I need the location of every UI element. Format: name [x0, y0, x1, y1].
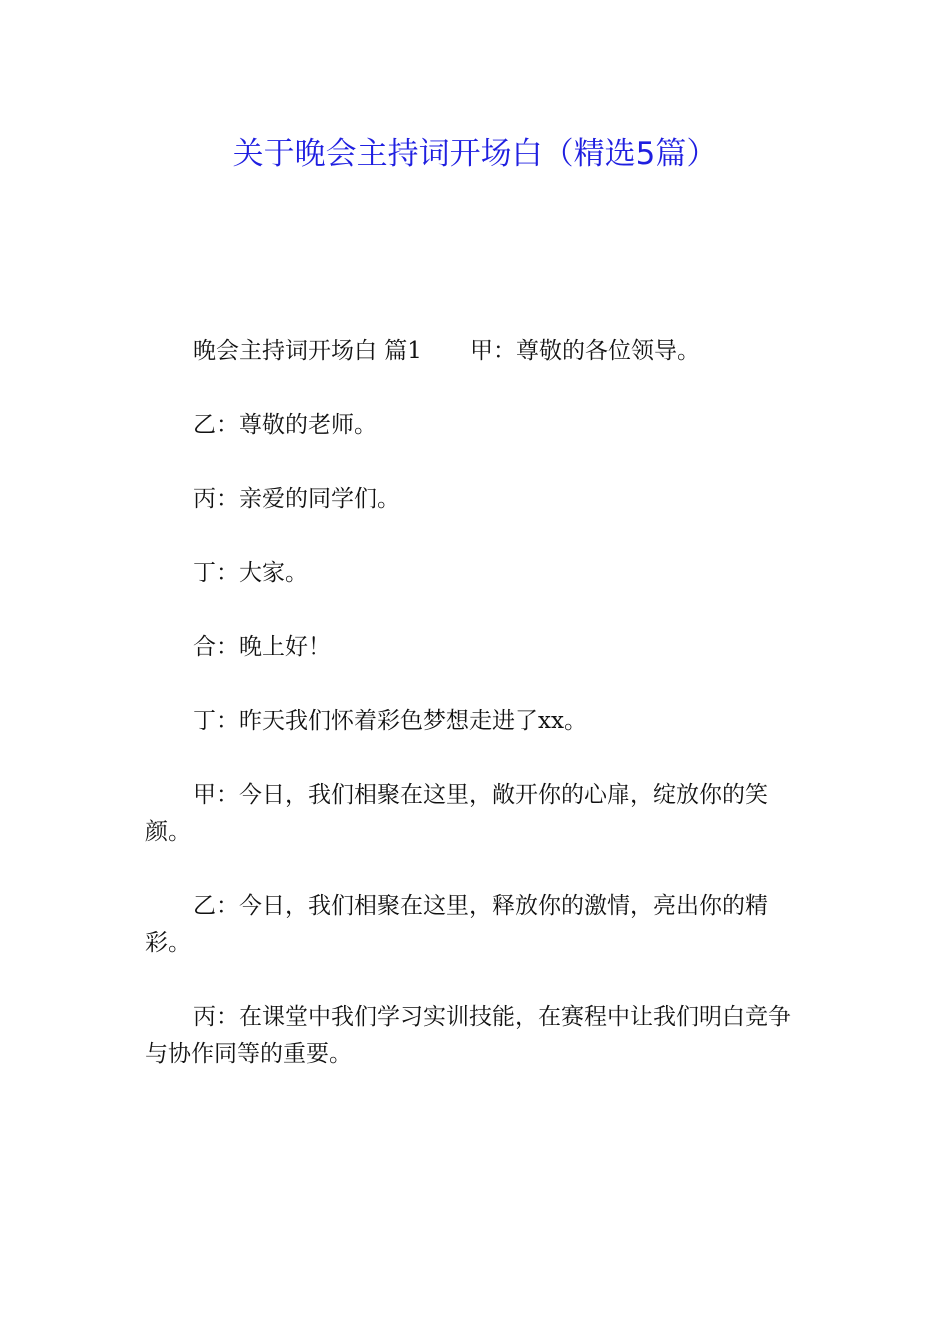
paragraph-first — [145, 333, 805, 370]
paragraph: 合：晚上好！ — [193, 634, 331, 660]
paragraph: 乙：尊敬的老师。 — [193, 412, 377, 438]
paragraph: 丙：亲爱的同学们。 — [193, 486, 400, 512]
paragraph: 乙：今日，我们相聚在这里，释放你的激情，亮出你的精彩。 — [145, 893, 768, 956]
section-heading: 晚会主持词开场白 篇1 — [193, 338, 422, 364]
paragraph: 丁：大家。 — [193, 560, 308, 586]
paragraph: 甲：今日，我们相聚在这里，敞开你的心扉，绽放你的笑颜。 — [145, 782, 768, 845]
paragraph: 丙：在课堂中我们学习实训技能，在赛程中让我们明白竞争与协作同等的重要。 — [145, 1004, 791, 1067]
document-title: 关于晚会主持词开场白（精选5篇） — [232, 136, 718, 172]
document-body — [145, 333, 805, 1110]
paragraph: 丁：昨天我们怀着彩色梦想走进了xx。 — [193, 708, 587, 734]
paragraph-text: 甲：尊敬的各位领导。 — [469, 338, 700, 364]
